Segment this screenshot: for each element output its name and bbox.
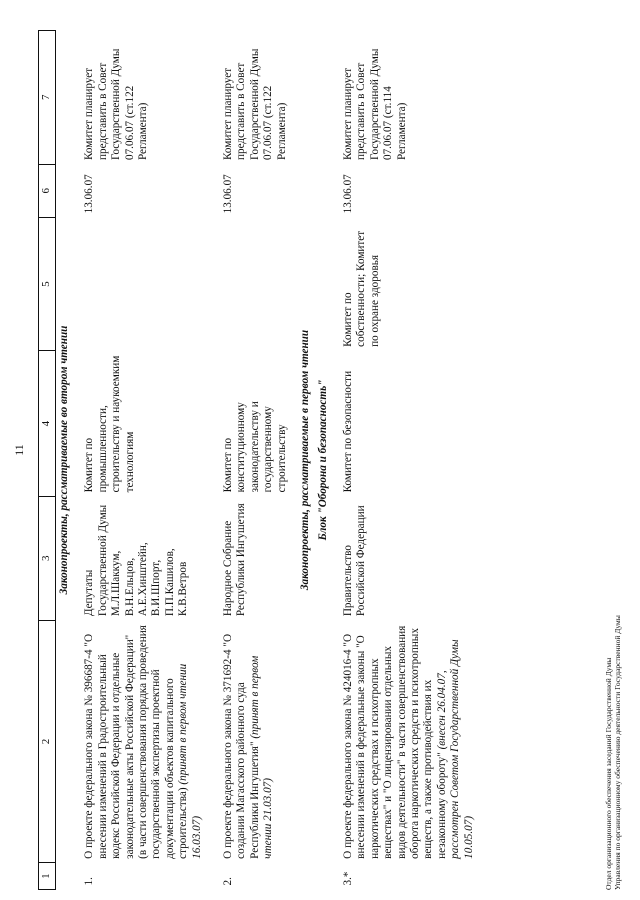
column-number: 3 <box>39 496 56 620</box>
bill-note: (внесен 26.04.07, рассмотрен Советом Государственной Думы 10.05.07) <box>435 639 475 859</box>
column-number: 2 <box>39 620 56 863</box>
co-committee-cell <box>73 217 212 350</box>
footer-line: Отдел организационного обеспечения заседаний Государственной Думы <box>604 657 613 890</box>
column-number: 1 <box>39 863 56 890</box>
table-row <box>212 31 297 890</box>
row-number: 1. <box>83 877 96 886</box>
section-title: Законопроекты, рассматриваемые в первом чтении <box>299 329 312 591</box>
co-committee-cell: Комитет по собственности; Комитет по охране здоровья <box>341 230 381 347</box>
block-heading <box>315 31 332 890</box>
bill-title: О проекте федерального закона № 396687-4 "О внесении изменений в Градостроительный кодекс Российской Федерации и отдельные законодательные акты Российской Федерации" (в части совершенствования порядка проведения государственной экспертизы проектной документации объектов капитального строительства) <box>83 625 190 859</box>
bill-cell <box>73 620 212 863</box>
date-cell: 13.06.07 <box>222 174 235 214</box>
remark-cell: Комитет планирует представить в Совет Государственной Думы 07.06.07 (ст.122 Регламента) <box>222 48 288 161</box>
column-number: 6 <box>39 164 56 217</box>
committee-cell: Комитет по конституционному законодательству и государственному строительству <box>222 401 288 493</box>
co-committee-cell <box>212 217 297 350</box>
committee-cell: Комитет по промышленности, строительству и наукоемким технологиям <box>83 355 136 493</box>
agenda-table <box>38 30 484 890</box>
table-row <box>73 31 212 890</box>
bill-cell <box>332 620 484 863</box>
column-number: 5 <box>39 217 56 350</box>
table-row <box>332 31 484 890</box>
block-title: Блок "Оборона и безопасность" <box>316 379 329 541</box>
bill-note: (принят в первом чтении 16.03.07) <box>177 663 203 859</box>
date-cell: 13.06.07 <box>83 174 96 214</box>
page-footer <box>604 190 622 890</box>
date-cell: 13.06.07 <box>341 174 354 214</box>
column-number: 7 <box>39 31 56 165</box>
committee-cell: Комитет по безопасности <box>341 370 354 493</box>
row-number: 2. <box>222 877 235 886</box>
remark-cell: Комитет планирует представить в Совет Государственной Думы 07.06.07 (ст.114 Регламента) <box>341 48 408 161</box>
bill-title: О проекте федерального закона № 424016-4 "О внесении изменений в федеральные законы "О наркотических средствах и психотропных веществах" и "О лицензировании отдельных видов деятельности" в части совершенствования оборота наркотических средств и психотропных веществ, а также противодействия их незаконному обороту" <box>341 625 448 859</box>
page-number: 11 <box>12 444 26 456</box>
section-heading <box>297 31 314 890</box>
author-cell: Депутаты Государственной Думы М.Л.Шаккум, В.Н.Ельцов, А.Е.Хинштейн, В.И.Шпорт, П.П.Кашилов, К.В.Ветров <box>83 504 190 617</box>
bill-note: (принят в первом чтении 21.03.07) <box>248 655 275 859</box>
author-cell: Правительство Российской Федерации <box>341 505 368 617</box>
footer-line: Управления по организационному обеспечению деятельности Государственной Думы <box>613 615 622 890</box>
section-heading <box>56 31 74 890</box>
column-number-row <box>39 31 56 890</box>
bill-title: О проекте федерального закона № 371692-4 "О создании Магасского районного суда Республики Ингушетия" <box>222 633 261 859</box>
author-cell: Народное Собрание Республики Ингушетия <box>222 503 248 617</box>
remark-cell: Комитет планирует представить в Совет Государственной Думы 07.06.07 (ст.122 Регламента) <box>83 48 150 161</box>
column-number: 4 <box>39 351 56 497</box>
bill-cell <box>212 620 297 863</box>
row-number: 3.* <box>341 871 354 886</box>
section-title: Законопроекты, рассматриваемые во втором чтении <box>58 325 70 595</box>
